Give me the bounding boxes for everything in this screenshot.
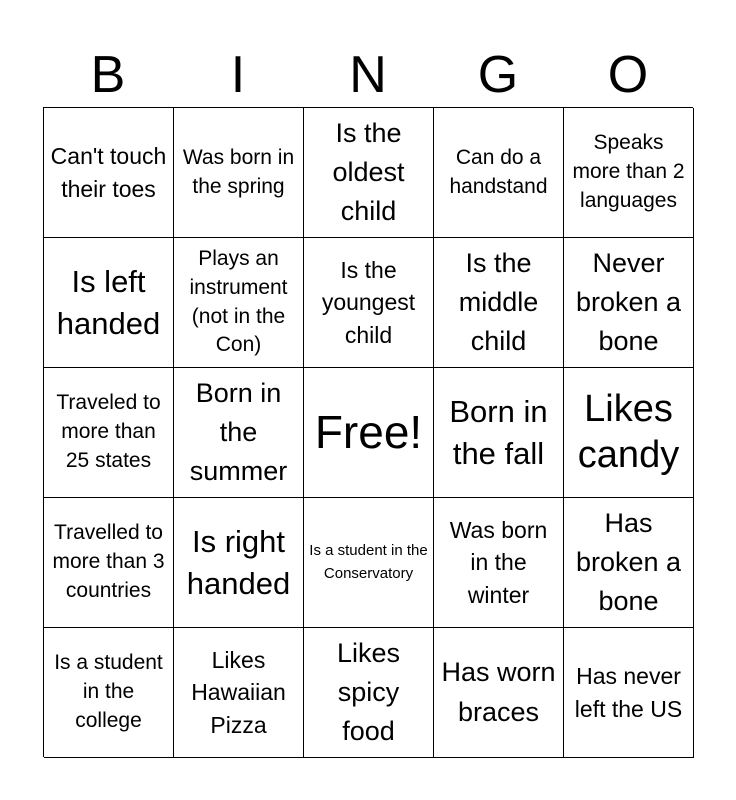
header-letter-i: I	[230, 46, 246, 104]
bingo-cell[interactable]: Is a student in the college	[44, 628, 174, 758]
bingo-cell[interactable]: Was born in the winter	[434, 498, 564, 628]
bingo-cell[interactable]: Likes spicy food	[304, 628, 434, 758]
bingo-cell-free[interactable]: Free!	[304, 368, 434, 498]
bingo-cell[interactable]: Is the oldest child	[304, 108, 434, 238]
bingo-cell[interactable]: Is a student in the Conservatory	[304, 498, 434, 628]
bingo-header	[43, 42, 693, 108]
header-letter-n: N	[349, 46, 387, 104]
bingo-cell[interactable]: Is right handed	[174, 498, 304, 628]
bingo-cell[interactable]: Was born in the spring	[174, 108, 304, 238]
bingo-cell[interactable]: Born in the fall	[434, 368, 564, 498]
bingo-cell[interactable]: Travelled to more than 3 countries	[44, 498, 174, 628]
bingo-cell[interactable]: Is the middle child	[434, 238, 564, 368]
header-letter-o: O	[607, 46, 649, 104]
bingo-board	[43, 107, 693, 757]
bingo-cell[interactable]: Plays an instrument (not in the Con)	[174, 238, 304, 368]
bingo-cell[interactable]: Never broken a bone	[564, 238, 694, 368]
bingo-cell[interactable]: Likes candy	[564, 368, 694, 498]
bingo-cell[interactable]: Has worn braces	[434, 628, 564, 758]
bingo-cell[interactable]: Has never left the US	[564, 628, 694, 758]
bingo-cell[interactable]: Can do a handstand	[434, 108, 564, 238]
header-letter-g: G	[477, 46, 519, 104]
bingo-cell[interactable]: Has broken a bone	[564, 498, 694, 628]
bingo-cell[interactable]: Is the youngest child	[304, 238, 434, 368]
bingo-cell[interactable]: Speaks more than 2 languages	[564, 108, 694, 238]
bingo-cell[interactable]: Traveled to more than 25 states	[44, 368, 174, 498]
bingo-cell[interactable]: Is left handed	[44, 238, 174, 368]
bingo-cell[interactable]: Born in the summer	[174, 368, 304, 498]
bingo-cell[interactable]: Can't touch their toes	[44, 108, 174, 238]
bingo-cell[interactable]: Likes Hawaiian Pizza	[174, 628, 304, 758]
header-letter-b: B	[90, 46, 126, 104]
